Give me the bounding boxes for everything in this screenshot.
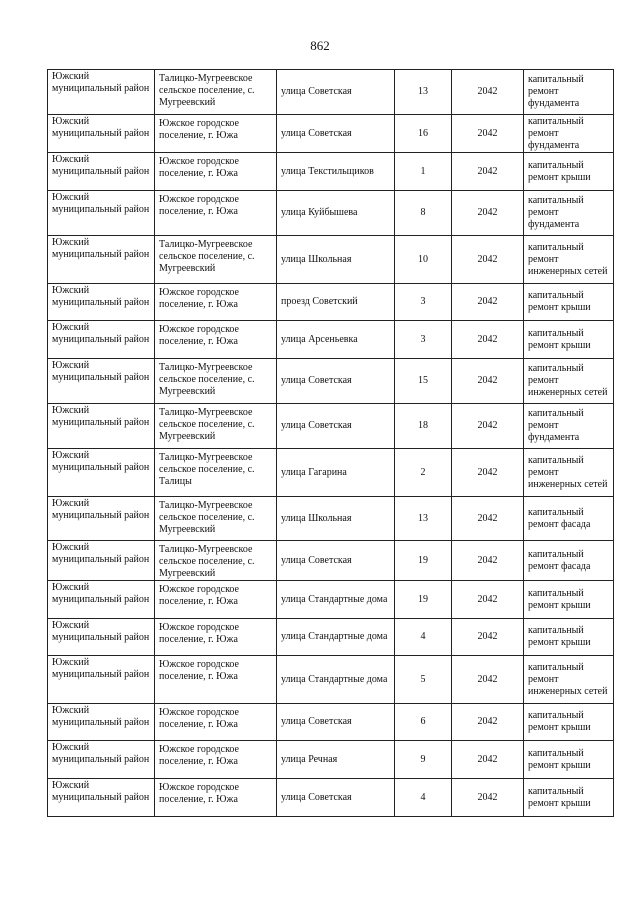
district-cell: Южский муниципальный район: [48, 236, 155, 284]
work-type-cell: капитальный ремонт фундамента: [524, 115, 614, 153]
district-cell: Южский муниципальный район: [48, 115, 155, 153]
district-cell: Южский муниципальный район: [48, 404, 155, 449]
year-cell: 2042: [452, 741, 524, 779]
settlement-cell: Южское городское поселение, г. Южа: [155, 115, 277, 153]
district-cell: Южский муниципальный район: [48, 704, 155, 741]
repair-schedule-table: [47, 69, 614, 817]
district-cell: Южский муниципальный район: [48, 541, 155, 581]
settlement-cell: Южское городское поселение, г. Южа: [155, 581, 277, 619]
table-row: [48, 359, 614, 404]
street-cell: улица Советская: [277, 704, 395, 741]
work-type-cell: капитальный ремонт инженерных сетей: [524, 236, 614, 284]
street-cell: улица Советская: [277, 779, 395, 817]
work-type-cell: капитальный ремонт крыши: [524, 741, 614, 779]
street-cell: улица Советская: [277, 404, 395, 449]
table-row: [48, 191, 614, 236]
street-cell: улица Речная: [277, 741, 395, 779]
year-cell: 2042: [452, 497, 524, 541]
work-type-cell: капитальный ремонт инженерных сетей: [524, 656, 614, 704]
table-row: [48, 321, 614, 359]
house-number-cell: 16: [395, 115, 452, 153]
street-cell: улица Гагарина: [277, 449, 395, 497]
district-cell: Южский муниципальный район: [48, 581, 155, 619]
street-cell: улица Советская: [277, 359, 395, 404]
settlement-cell: Южское городское поселение, г. Южа: [155, 704, 277, 741]
street-cell: проезд Советский: [277, 284, 395, 321]
settlement-cell: Южское городское поселение, г. Южа: [155, 321, 277, 359]
year-cell: 2042: [452, 359, 524, 404]
table-row: [48, 153, 614, 191]
district-cell: Южский муниципальный район: [48, 321, 155, 359]
district-cell: Южский муниципальный район: [48, 779, 155, 817]
table-row: [48, 619, 614, 656]
house-number-cell: 4: [395, 779, 452, 817]
work-type-cell: капитальный ремонт фундамента: [524, 191, 614, 236]
street-cell: улица Стандартные дома: [277, 619, 395, 656]
table-row: [48, 656, 614, 704]
house-number-cell: 5: [395, 656, 452, 704]
district-cell: Южский муниципальный район: [48, 191, 155, 236]
settlement-cell: Талицко-Мугреевское сельское поселение, с. Мугреевский: [155, 497, 277, 541]
year-cell: 2042: [452, 284, 524, 321]
settlement-cell: Южское городское поселение, г. Южа: [155, 741, 277, 779]
year-cell: 2042: [452, 191, 524, 236]
table-row: [48, 115, 614, 153]
house-number-cell: 19: [395, 581, 452, 619]
settlement-cell: Южское городское поселение, г. Южа: [155, 153, 277, 191]
house-number-cell: 3: [395, 321, 452, 359]
house-number-cell: 4: [395, 619, 452, 656]
work-type-cell: капитальный ремонт фасада: [524, 497, 614, 541]
settlement-cell: Талицко-Мугреевское сельское поселение, с. Мугреевский: [155, 236, 277, 284]
table-row: [48, 704, 614, 741]
house-number-cell: 2: [395, 449, 452, 497]
year-cell: 2042: [452, 449, 524, 497]
settlement-cell: Южское городское поселение, г. Южа: [155, 779, 277, 817]
house-number-cell: 18: [395, 404, 452, 449]
work-type-cell: капитальный ремонт крыши: [524, 153, 614, 191]
work-type-cell: капитальный ремонт фундамента: [524, 70, 614, 115]
year-cell: 2042: [452, 779, 524, 817]
table-row: [48, 404, 614, 449]
house-number-cell: 13: [395, 70, 452, 115]
work-type-cell: капитальный ремонт фасада: [524, 541, 614, 581]
year-cell: 2042: [452, 115, 524, 153]
district-cell: Южский муниципальный район: [48, 153, 155, 191]
work-type-cell: капитальный ремонт крыши: [524, 619, 614, 656]
settlement-cell: Талицко-Мугреевское сельское поселение, с. Мугреевский: [155, 359, 277, 404]
house-number-cell: 6: [395, 704, 452, 741]
house-number-cell: 10: [395, 236, 452, 284]
year-cell: 2042: [452, 321, 524, 359]
street-cell: улица Стандартные дома: [277, 656, 395, 704]
settlement-cell: Южское городское поселение, г. Южа: [155, 619, 277, 656]
district-cell: Южский муниципальный район: [48, 449, 155, 497]
year-cell: 2042: [452, 656, 524, 704]
street-cell: улица Стандартные дома: [277, 581, 395, 619]
house-number-cell: 3: [395, 284, 452, 321]
street-cell: улица Куйбышева: [277, 191, 395, 236]
street-cell: улица Советская: [277, 115, 395, 153]
settlement-cell: Талицко-Мугреевское сельское поселение, с. Мугреевский: [155, 70, 277, 115]
district-cell: Южский муниципальный район: [48, 497, 155, 541]
street-cell: улица Школьная: [277, 236, 395, 284]
settlement-cell: Талицко-Мугреевское сельское поселение, с. Мугреевский: [155, 541, 277, 581]
year-cell: 2042: [452, 404, 524, 449]
table-row: [48, 581, 614, 619]
work-type-cell: капитальный ремонт крыши: [524, 321, 614, 359]
house-number-cell: 19: [395, 541, 452, 581]
street-cell: улица Советская: [277, 541, 395, 581]
table-row: [48, 236, 614, 284]
house-number-cell: 8: [395, 191, 452, 236]
district-cell: Южский муниципальный район: [48, 359, 155, 404]
settlement-cell: Южское городское поселение, г. Южа: [155, 656, 277, 704]
table-row: [48, 284, 614, 321]
table-row: [48, 541, 614, 581]
district-cell: Южский муниципальный район: [48, 70, 155, 115]
work-type-cell: капитальный ремонт фундамента: [524, 404, 614, 449]
year-cell: 2042: [452, 619, 524, 656]
table-row: [48, 779, 614, 817]
street-cell: улица Советская: [277, 70, 395, 115]
year-cell: 2042: [452, 704, 524, 741]
year-cell: 2042: [452, 153, 524, 191]
table-row: [48, 70, 614, 115]
district-cell: Южский муниципальный район: [48, 656, 155, 704]
district-cell: Южский муниципальный район: [48, 619, 155, 656]
page-number: 862: [310, 38, 330, 53]
year-cell: 2042: [452, 581, 524, 619]
settlement-cell: Южское городское поселение, г. Южа: [155, 191, 277, 236]
street-cell: улица Арсеньевка: [277, 321, 395, 359]
house-number-cell: 15: [395, 359, 452, 404]
house-number-cell: 9: [395, 741, 452, 779]
settlement-cell: Талицко-Мугреевское сельское поселение, с. Мугреевский: [155, 404, 277, 449]
work-type-cell: капитальный ремонт крыши: [524, 284, 614, 321]
year-cell: 2042: [452, 236, 524, 284]
table-row: [48, 449, 614, 497]
table-row: [48, 741, 614, 779]
work-type-cell: капитальный ремонт крыши: [524, 581, 614, 619]
work-type-cell: капитальный ремонт крыши: [524, 779, 614, 817]
work-type-cell: капитальный ремонт инженерных сетей: [524, 359, 614, 404]
settlement-cell: Талицко-Мугреевское сельское поселение, с. Талицы: [155, 449, 277, 497]
work-type-cell: капитальный ремонт инженерных сетей: [524, 449, 614, 497]
settlement-cell: Южское городское поселение, г. Южа: [155, 284, 277, 321]
house-number-cell: 1: [395, 153, 452, 191]
house-number-cell: 13: [395, 497, 452, 541]
work-type-cell: капитальный ремонт крыши: [524, 704, 614, 741]
street-cell: улица Текстильщиков: [277, 153, 395, 191]
district-cell: Южский муниципальный район: [48, 741, 155, 779]
street-cell: улица Школьная: [277, 497, 395, 541]
table-row: [48, 497, 614, 541]
year-cell: 2042: [452, 70, 524, 115]
year-cell: 2042: [452, 541, 524, 581]
district-cell: Южский муниципальный район: [48, 284, 155, 321]
